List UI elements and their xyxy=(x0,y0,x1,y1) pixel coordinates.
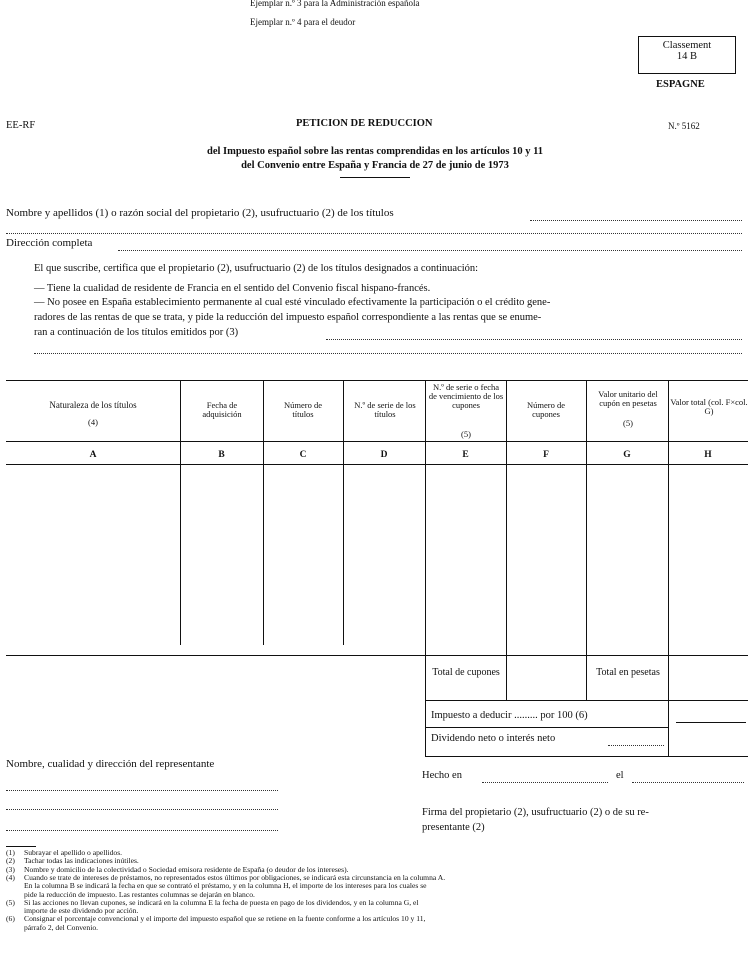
bullet-no-establishment-2: radores de las rentas de que se trata, y pide la reducción del impuesto español correspondiente a las rentas que se enume- xyxy=(34,312,542,323)
representante-field-2[interactable] xyxy=(6,808,278,810)
col-divider-bc xyxy=(263,380,264,645)
header-valor-unitario-note: (5) xyxy=(623,418,633,428)
owner-name-field-2[interactable] xyxy=(6,232,742,234)
subtitle-line1: del Impuesto español sobre las rentas comprendidas en los artículos 10 y 11 xyxy=(206,146,544,157)
col-divider-ef xyxy=(506,380,507,700)
representante-field-1[interactable] xyxy=(6,789,278,791)
footnote-text: párrafo 2, del Convenio. xyxy=(24,922,99,932)
table-header-rule xyxy=(6,441,748,442)
footnote-text: pide la reducción de impuesto. Las restantes columnas se dejarán en blanco. xyxy=(24,889,255,899)
dividendo-field[interactable] xyxy=(608,744,664,746)
header-serie-cupones: N.º de serie o fecha de vencimiento de los cupones xyxy=(428,382,504,410)
footnote-text: Subrayar el apellido o apellidos. xyxy=(24,848,123,857)
footnote-number: (1) xyxy=(6,848,15,857)
col-letter-d: D xyxy=(380,450,388,460)
form-title: PETICION DE REDUCCION xyxy=(296,118,433,129)
header-naturaleza: Naturaleza de los títulos xyxy=(49,400,137,410)
subtitle-line2: del Convenio entre España y Francia de 27 de junio de 1973 xyxy=(241,160,509,171)
footnote-text: Cuando se trate de intereses de préstamos, no representados estos últimos por obligaciones, se indicará esta circunstancia en la columna A. xyxy=(24,872,446,882)
hecho-en-field[interactable] xyxy=(482,781,608,783)
col-letter-e: E xyxy=(462,450,469,460)
footnote-number: (3) xyxy=(6,864,15,874)
col-letter-a: A xyxy=(89,450,97,460)
col-divider-fg xyxy=(586,380,587,700)
col-divider-ab xyxy=(180,380,181,645)
title-rule xyxy=(340,177,410,178)
footnote-text: Nombre y domicilio de la colectividad o Sociedad emisora residente de España (o deudor de los intereses). xyxy=(24,864,349,874)
owner-name-field[interactable] xyxy=(530,219,742,221)
impuesto-field[interactable] xyxy=(676,722,746,723)
representante-field-3[interactable] xyxy=(6,829,278,831)
impuesto-rule xyxy=(425,727,668,728)
country-label: ESPAGNE xyxy=(656,79,705,90)
date-field[interactable] xyxy=(632,781,744,783)
classement-code: 14 B xyxy=(676,51,698,62)
footnote-text: Tachar todas las indicaciones inútiles. xyxy=(24,856,139,866)
table-top-rule xyxy=(6,380,748,381)
form-number: N.º 5162 xyxy=(668,121,700,131)
col-letter-c: C xyxy=(299,450,307,460)
bullet-no-establishment-1: — No posee en España establecimiento permanente al cual esté vinculado efectivamente la participación o el crédito gene- xyxy=(34,297,551,308)
footnote-number: (2) xyxy=(6,856,15,866)
copy4-note: Ejemplar n.º 4 para el deudor xyxy=(250,17,356,27)
classement-label: Classement xyxy=(662,40,712,51)
bullet-no-establishment-3: ran a continuación de los títulos emitidos por (3) xyxy=(34,327,239,338)
firma-line2: presentante (2) xyxy=(422,822,485,833)
footnote-number: (6) xyxy=(6,914,15,924)
total-pesetas-label: Total en pesetas xyxy=(596,667,660,678)
footnotes-rule xyxy=(6,846,36,847)
issuer-field[interactable] xyxy=(326,338,742,340)
bullet-resident: — Tiene la cualidad de residente de Francia en el sentido del Convenio fiscal hispano-francés. xyxy=(34,283,431,294)
footnote-number: (4) xyxy=(6,872,15,882)
dividendo-label: Dividendo neto o interés neto xyxy=(431,733,556,744)
header-naturaleza-note: (4) xyxy=(88,417,98,427)
header-fecha: Fecha de adquisición xyxy=(202,400,242,419)
header-serie-titulos: N.º de serie de los títulos xyxy=(354,400,416,419)
impuesto-label: Impuesto a deducir ......... por 100 (6) xyxy=(431,710,588,721)
classement-box xyxy=(638,36,736,74)
firma-line1: Firma del propietario (2), usufructuario (2) o de su re- xyxy=(422,807,649,818)
representante-label: Nombre, cualidad y dirección del representante xyxy=(6,758,215,770)
footnote-text: En la columna B se indicará la fecha en que se contrató el préstamo, y en la columna H, el importe de los intereses para los cuales se xyxy=(24,881,427,891)
address-field[interactable] xyxy=(118,249,742,251)
footnote-number: (5) xyxy=(6,897,15,907)
footnote-text: importe de este dividendo por acción. xyxy=(24,906,139,916)
totals-bottom-rule xyxy=(425,700,748,701)
certify-text: El que suscribe, certifica que el propietario (2), usufructuario (2) de los títulos designados a continuación: xyxy=(34,263,479,274)
col-letter-f: F xyxy=(543,450,549,460)
header-valor-unitario: Valor unitario del cupón en pesetas xyxy=(598,389,658,408)
footnote-text: Si las acciones no llevan cupones, se indicará en la columna E la fecha de puesta en pago de los dividendos, y en la columna G, el xyxy=(24,897,419,907)
el-label: el xyxy=(616,770,624,781)
header-valor-total: Valor total (col. F×col. G) xyxy=(670,397,748,416)
footnote-text: Consignar el porcentaje convencional y el importe del impuesto español que se retiene en la fuente conforme a los artículos 10 y 11, xyxy=(24,914,426,924)
col-letter-h: H xyxy=(704,450,712,460)
header-serie-cupones-note: (5) xyxy=(461,429,471,439)
table-letter-rule xyxy=(6,464,748,465)
col-divider-cd xyxy=(343,380,344,645)
footnote-line xyxy=(6,924,98,932)
total-cupones-label: Total de cupones xyxy=(432,667,500,678)
table-body-bottom-rule xyxy=(6,655,748,656)
table-final-rule xyxy=(425,756,748,757)
form-code: EE-RF xyxy=(6,120,36,131)
hecho-en-label: Hecho en xyxy=(422,770,462,781)
issuer-field-2[interactable] xyxy=(34,352,742,354)
owner-name-label: Nombre y apellidos (1) o razón social del propietario (2), usufructuario (2) de los títulos xyxy=(6,207,394,219)
header-numero-titulos: Número de títulos xyxy=(283,400,322,419)
col-letter-b: B xyxy=(218,450,225,460)
address-label: Dirección completa xyxy=(6,237,93,249)
header-numero-cupones: Número de cupones xyxy=(526,400,565,419)
col-letter-g: G xyxy=(623,450,631,460)
copy3-note: Ejemplar n.º 3 para la Administración española xyxy=(250,0,420,8)
